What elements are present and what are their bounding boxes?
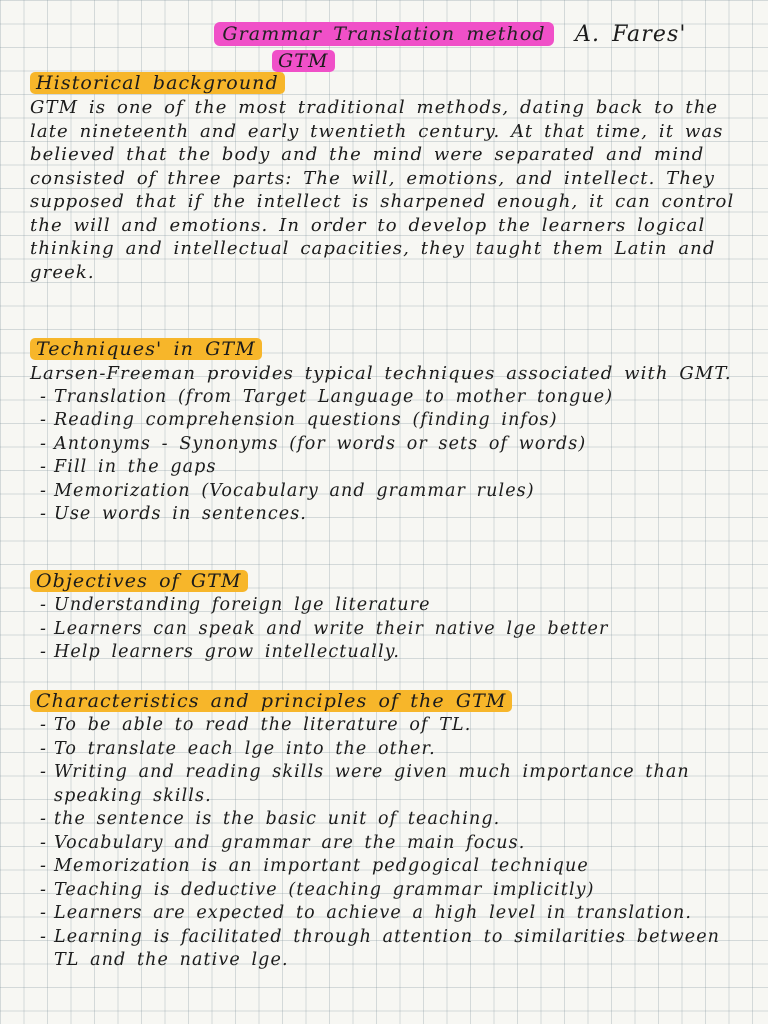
list-item: - Teaching is deductive (teaching grammar implicitly) (54, 879, 750, 903)
list-item: - Vocabulary and grammar are the main focus. (54, 832, 750, 856)
list-item: - Translation (from Target Language to mother tongue) (54, 386, 750, 410)
list-item: - Writing and reading skills were given much importance than speaking skills. (54, 761, 750, 808)
list-item: - the sentence is the basic unit of teaching. (54, 808, 750, 832)
techniques-intro: Larsen-Freeman provides typical techniques associated with GMT. (30, 363, 732, 384)
list-item: - Antonyms - Synonyms (for words or sets of words) (54, 433, 750, 457)
list-item: - Reading comprehension questions (finding infos) (54, 409, 750, 433)
techniques-list (30, 386, 750, 527)
heading-objectives: Objectives of GTM (30, 570, 248, 592)
objectives-list (30, 594, 750, 665)
section-historical (30, 72, 750, 284)
list-item: - Learners are expected to achieve a high level in translation. (54, 902, 750, 926)
list-item: - Learners can speak and write their native lge better (54, 618, 750, 642)
heading-techniques: Techniques' in GTM (30, 338, 262, 360)
list-item: - Use words in sentences. (54, 503, 750, 527)
heading-historical: Historical background (30, 72, 285, 94)
characteristics-list (30, 714, 750, 973)
list-item: - To translate each lge into the other. (54, 738, 750, 762)
section-characteristics (30, 690, 750, 973)
list-item: - Understanding foreign lge literature (54, 594, 750, 618)
list-item: - Help learners grow intellectually. (54, 641, 750, 665)
section-objectives (30, 570, 750, 665)
list-item: - Memorization (Vocabulary and grammar rules) (54, 480, 750, 504)
list-item: - Learning is facilitated through attention to similarities between TL and the native lge. (54, 926, 750, 973)
author-name: A. Fares' (575, 22, 687, 47)
section-techniques (30, 338, 750, 527)
list-item: - To be able to read the literature of TL. (54, 714, 750, 738)
historical-paragraph: GTM is one of the most traditional methods, dating back to the late nineteenth and early twentieth century. At that time, it was believed that the body and the mind were separated and mind consisted of three parts: The will, emotions, and intellect. They supposed that if the intellect is sharpened enough, it can control the will and emotions. In order to develop the learners logical thinking and intellectual capacities, they taught them Latin and greek. (30, 97, 735, 283)
list-item: - Fill in the gaps (54, 456, 750, 480)
page-title: Grammar Translation method (214, 22, 553, 46)
title-abbreviation: GTM (272, 50, 335, 72)
heading-characteristics: Characteristics and principles of the GTM (30, 690, 512, 712)
list-item: - Memorization is an important pedgogical technique (54, 855, 750, 879)
